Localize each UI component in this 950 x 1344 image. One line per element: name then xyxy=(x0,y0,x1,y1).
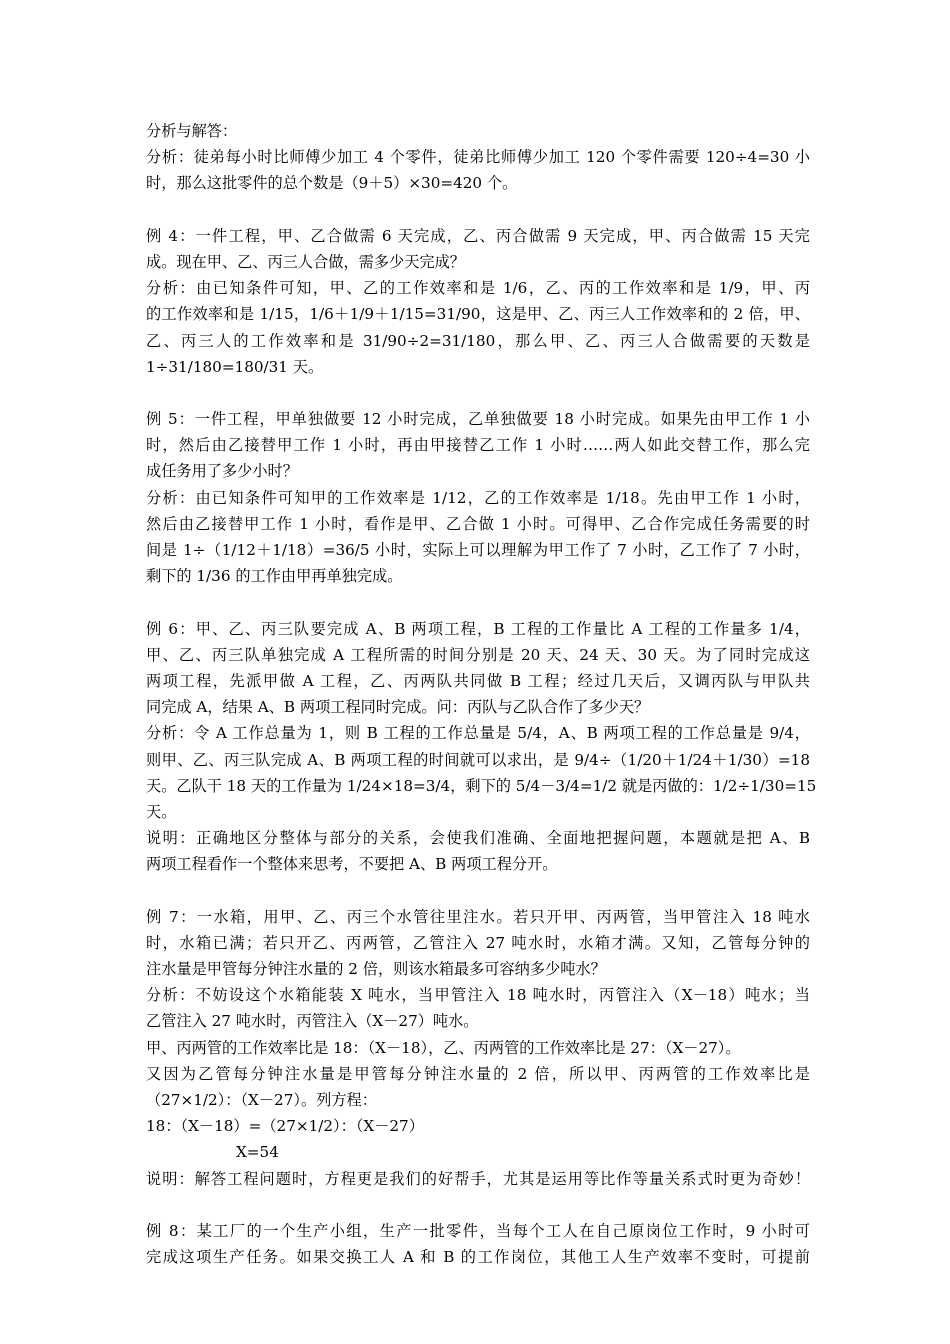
text-line: 天。乙队干 18 天的工作量为 1/24×18=3/4，剩下的 5/4－3/4=1/2 就是丙做的：1/2÷1/30=15 xyxy=(146,776,817,795)
text-line: 例 8：某工厂的一个生产小组，生产一批零件，当每个工人在自己原岗位工作时，9 小时可 xyxy=(146,1221,810,1240)
text-line: 两项工程，先派甲做 A 工程，乙、丙两队共同做 B 工程；经过几天后，又调丙队与甲队共 xyxy=(146,671,810,690)
text-line: 说明：解答工程问题时，方程更是我们的好帮手，尤其是运用等比作等量关系式时更为奇妙！ xyxy=(146,1169,810,1188)
text-line: 分析与解答： xyxy=(146,122,238,140)
text-line: 两项工程看作一个整体来思考，不要把 A、B 两项工程分开。 xyxy=(146,855,558,874)
text-line: 甲、丙两管的工作效率比是 18：（X－18），乙、丙两管的工作效率比是 27：（X－27）。 xyxy=(146,1038,741,1057)
text-line: 的工作效率和是 1/15，1/6＋1/9＋1/15=31/90，这是甲、乙、丙三人工作效率和的 2 倍，甲、 xyxy=(146,305,810,324)
text-line: 成任务用了多少小时？ xyxy=(146,462,298,481)
text-line: 例 7：一水箱，用甲、乙、丙三个水管往里注水。若只开甲、丙两管，当甲管注入 18 吨水 xyxy=(146,907,810,926)
text-line: 分析：不妨设这个水箱能装 X 吨水，当甲管注入 18 吨水时，丙管注入（X－18）吨水；当 xyxy=(146,986,810,1005)
text-line: 则甲、乙、丙三队完成 A、B 两项工程的时间就可以求出，是 9/4÷（1/20＋1/24＋1/30）=18 xyxy=(146,750,810,769)
text-line: 1÷31/180=180/31 天。 xyxy=(146,357,324,376)
text-line: 分析：令 A 工作总量为 1，则 B 工程的工作总量是 5/4，A、B 两项工程的工作总量是 9/4， xyxy=(146,724,810,743)
text-line: 乙、丙三人的工作效率和是 31/90÷2=31/180，那么甲、乙、丙三人合做需要的天数是 xyxy=(146,331,810,350)
text-line: 例 6：甲、乙、丙三队要完成 A、B 两项工程，B 工程的工作量比 A 工程的工作量多 1/4， xyxy=(146,619,810,638)
text-line: 时，水箱已满；若只开乙、丙两管，乙管注入 27 吨水时，水箱才满。又知，乙管每分钟的 xyxy=(146,933,810,952)
text-line: （27×1/2）：（X－27）。列方程： xyxy=(146,1090,377,1109)
text-line: 成。现在甲、乙、丙三人合做，需多少天完成？ xyxy=(146,252,465,271)
text-line: X=54 xyxy=(236,1143,279,1162)
text-line: 分析：由已知条件可知甲的工作效率是 1/12，乙的工作效率是 1/18。先由甲工作 1 小时， xyxy=(146,488,810,507)
text-line: 18：（X－18）=（27×1/2）：（X－27） xyxy=(146,1117,424,1136)
text-line: 完成这项生产任务。如果交换工人 A 和 B 的工作岗位，其他工人生产效率不变时，可提前 xyxy=(146,1248,810,1267)
text-line: 说明：正确地区分整体与部分的关系，会使我们准确、全面地把握问题，本题就是把 A、B xyxy=(146,829,810,848)
text-line: 例 4：一件工程，甲、乙合做需 6 天完成，乙、丙合做需 9 天完成，甲、丙合做需 15 天完 xyxy=(146,226,810,245)
paragraph-gap xyxy=(146,589,810,615)
paragraph-gap xyxy=(146,1192,810,1218)
text-line: 时，然后由乙接替甲工作 1 小时，再由甲接替乙工作 1 小时……两人如此交替工作，那么完 xyxy=(146,436,810,455)
text-line: 天。 xyxy=(146,802,177,821)
text-line: 分析：由已知条件可知，甲、乙的工作效率和是 1/6，乙、丙的工作效率和是 1/9，甲、丙 xyxy=(146,279,810,298)
text-line: 又因为乙管每分钟注水量是甲管每分钟注水量的 2 倍，所以甲、丙两管的工作效率比是 xyxy=(146,1064,810,1083)
paragraph-gap xyxy=(146,197,810,223)
text-line: 注水量是甲管每分钟注水量的 2 倍，则该水箱最多可容纳多少吨水？ xyxy=(146,960,606,978)
document-body xyxy=(146,118,817,1270)
text-line: 时，那么这批零件的总个数是（9＋5）×30=420 个。 xyxy=(146,174,518,193)
text-line: 剩下的 1/36 的工作由甲再单独完成。 xyxy=(146,567,403,586)
text-line: 同完成 A，结果 A、B 两项工程同时完成。问：丙队与乙队合作了多少天？ xyxy=(146,698,650,717)
text-line: 分析：徒弟每小时比师傅少加工 4 个零件，徒弟比师傅少加工 120 个零件需要 120÷4=30 小 xyxy=(146,148,810,167)
text-line: 乙管注入 27 吨水时，丙管注入（X－27）吨水。 xyxy=(146,1012,479,1031)
text-line: 然后由乙接替甲工作 1 小时，看作是甲、乙合做 1 小时。可得甲、乙合作完成任务需要的时 xyxy=(146,514,810,533)
text-line: 甲、乙、丙三队单独完成 A 工程所需的时间分别是 20 天、24 天、30 天。为了同时完成这 xyxy=(146,645,810,664)
paragraph-gap xyxy=(146,380,810,406)
text-line: 间是 1÷（1/12＋1/18）=36/5 小时，实际上可以理解为甲工作了 7 小时，乙工作了 7 小时， xyxy=(146,541,810,559)
paragraph-gap xyxy=(146,877,810,903)
text-line: 例 5：一件工程，甲单独做要 12 小时完成，乙单独做要 18 小时完成。如果先由甲工作 1 小 xyxy=(146,410,810,429)
